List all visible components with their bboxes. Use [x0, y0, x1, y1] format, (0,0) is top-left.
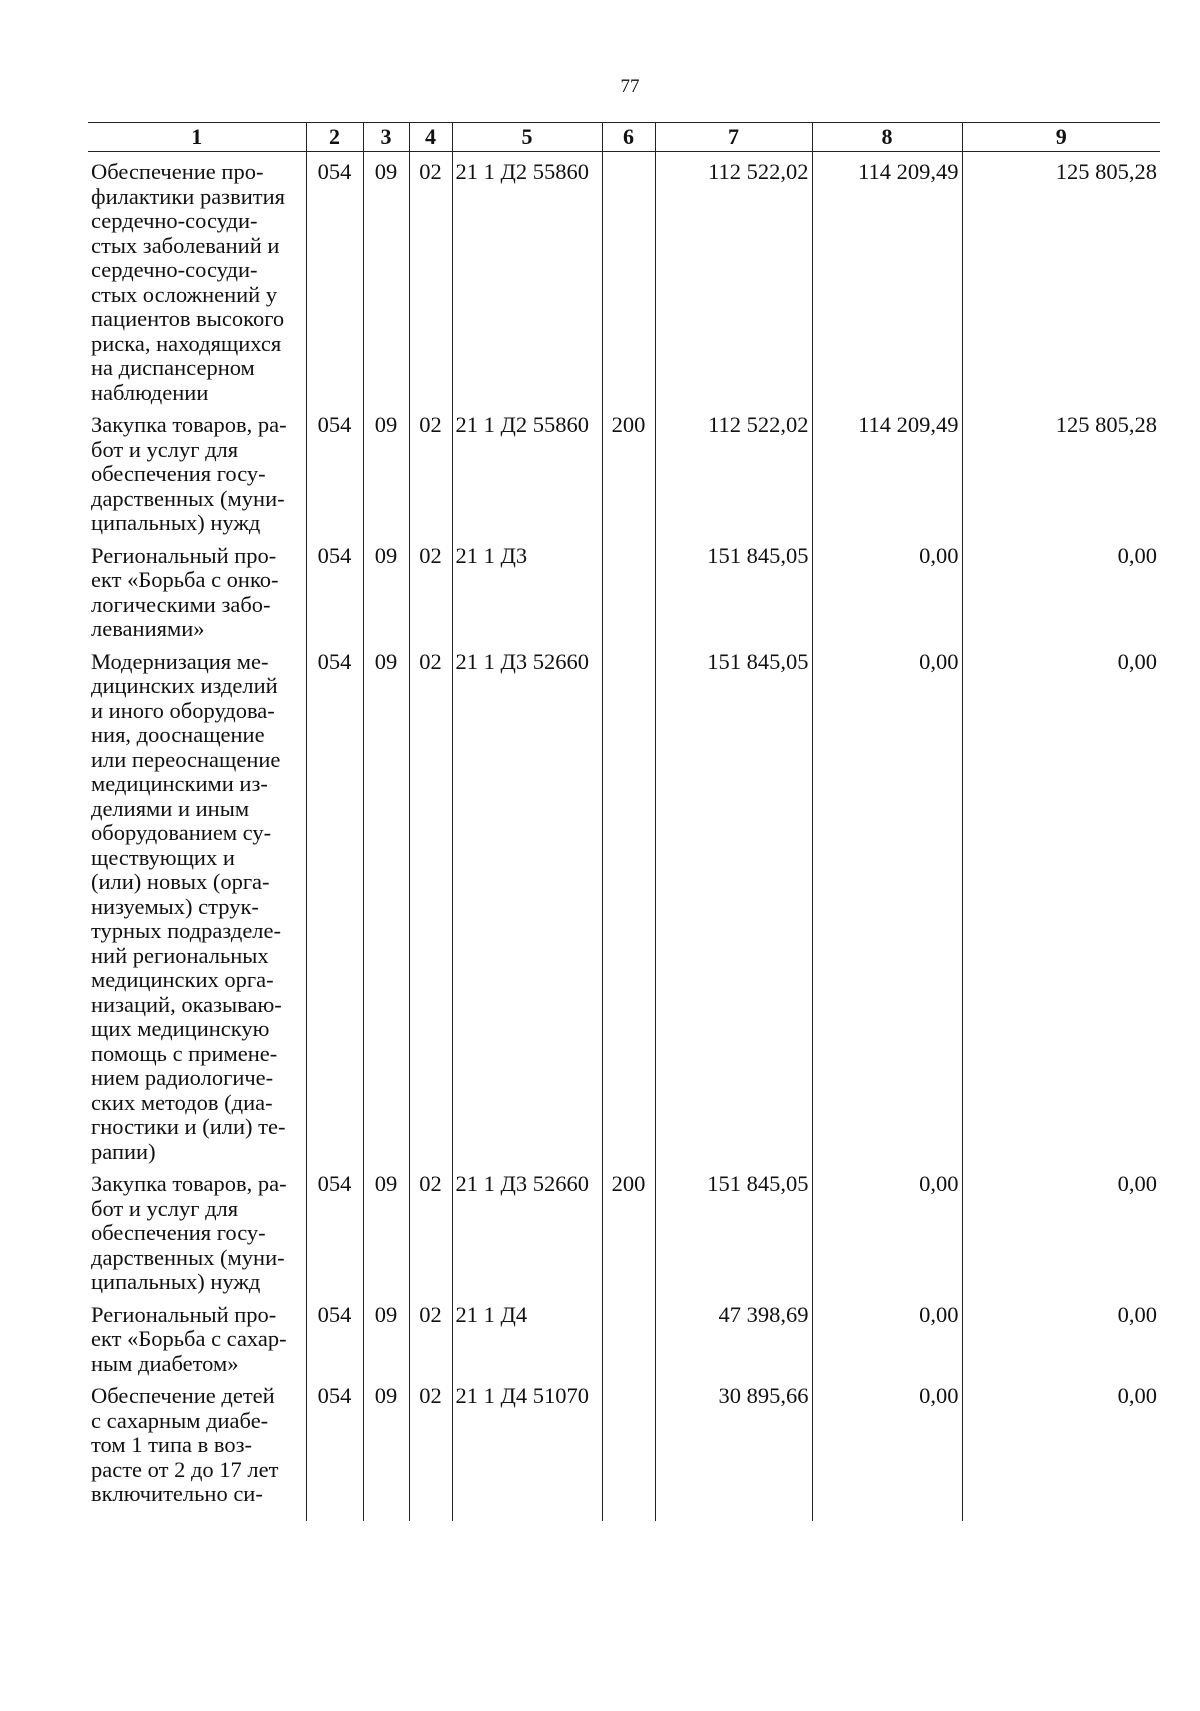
- cell-target-article: 21 1 Д2 55860: [452, 152, 602, 406]
- cell-target-article: 21 1 Д4 51070: [452, 1376, 602, 1521]
- description-line: обеспечения госу-: [91, 461, 266, 486]
- description-line: ния, дооснащение: [91, 722, 265, 747]
- description-line: Модернизация ме-: [91, 648, 269, 674]
- cell-expense-type: [602, 1295, 655, 1377]
- header-col-8: 8: [812, 123, 962, 152]
- cell-description: [88, 1295, 306, 1377]
- cell-subsection: 02: [409, 642, 452, 1165]
- table-row: [88, 1164, 1160, 1295]
- description-line: Региональный про-: [91, 1301, 277, 1327]
- cell-target-article: 21 1 Д2 55860: [452, 405, 602, 536]
- header-col-7: 7: [655, 123, 812, 152]
- table-body: [88, 152, 1160, 1521]
- cell-amount-year-3: 0,00: [962, 1376, 1160, 1521]
- description-line: бот и услуг для: [91, 1195, 239, 1221]
- cell-admin-code: 054: [306, 536, 363, 642]
- description-line: (или) новых (орга-: [91, 869, 270, 894]
- description-line: сердечно-сосуди-: [91, 208, 258, 233]
- cell-amount-year-3: 0,00: [962, 642, 1160, 1165]
- cell-amount-year-2: 0,00: [812, 536, 962, 642]
- header-col-5: 5: [452, 123, 602, 152]
- cell-amount-year-3: 0,00: [962, 536, 1160, 642]
- description-line: или переоснащение: [91, 746, 281, 772]
- cell-admin-code: 054: [306, 405, 363, 536]
- table-row: [88, 405, 1160, 536]
- description-line: низуемых) струк-: [91, 893, 259, 919]
- description-line: медицинскими из-: [91, 771, 268, 796]
- cell-target-article: 21 1 Д4: [452, 1295, 602, 1377]
- header-col-2: 2: [306, 123, 363, 152]
- cell-subsection: 02: [409, 1295, 452, 1377]
- cell-subsection: 02: [409, 536, 452, 642]
- description-line: делиями и иным: [91, 795, 250, 821]
- cell-subsection: 02: [409, 1376, 452, 1521]
- cell-amount-year-1: 112 522,02: [655, 152, 812, 406]
- description-line: риска, находящихся: [91, 330, 282, 356]
- cell-amount-year-2: 0,00: [812, 1376, 962, 1521]
- cell-amount-year-1: 47 398,69: [655, 1295, 812, 1377]
- cell-amount-year-1: 30 895,66: [655, 1376, 812, 1521]
- description-line: оборудованием су-: [91, 820, 272, 845]
- cell-admin-code: 054: [306, 1376, 363, 1521]
- description-line: Обеспечение про-: [91, 159, 264, 184]
- cell-amount-year-2: 0,00: [812, 642, 962, 1165]
- description-line: том 1 типа в воз-: [91, 1432, 252, 1457]
- cell-description: [88, 405, 306, 536]
- description-line: стых осложнений у: [91, 281, 278, 307]
- cell-subsection: 02: [409, 405, 452, 536]
- budget-table: [88, 122, 1160, 1521]
- table-row: [88, 1295, 1160, 1377]
- description-line: дарственных (муни-: [91, 1244, 285, 1270]
- cell-section: 09: [363, 1376, 409, 1521]
- description-line: рапии): [91, 1138, 156, 1164]
- cell-subsection: 02: [409, 152, 452, 406]
- cell-amount-year-3: 125 805,28: [962, 405, 1160, 536]
- table-row: [88, 642, 1160, 1165]
- description-line: филактики развития: [91, 183, 285, 209]
- cell-amount-year-1: 151 845,05: [655, 642, 812, 1165]
- description-line: Обеспечение детей: [91, 1383, 275, 1408]
- cell-description: [88, 536, 306, 642]
- cell-amount-year-2: 114 209,49: [812, 152, 962, 406]
- description-line: на диспансерном: [91, 355, 255, 380]
- header-col-4: 4: [409, 123, 452, 152]
- cell-amount-year-3: 125 805,28: [962, 152, 1160, 406]
- cell-section: 09: [363, 536, 409, 642]
- description-line: ект «Борьба с сахар-: [91, 1326, 287, 1351]
- cell-section: 09: [363, 1295, 409, 1377]
- table-row: [88, 152, 1160, 406]
- description-line: низаций, оказываю-: [91, 991, 282, 1017]
- description-line: с сахарным диабе-: [91, 1407, 269, 1433]
- cell-admin-code: 054: [306, 1295, 363, 1377]
- cell-amount-year-1: 112 522,02: [655, 405, 812, 536]
- cell-section: 09: [363, 152, 409, 406]
- cell-expense-type: [602, 536, 655, 642]
- description-line: наблюдении: [91, 379, 209, 405]
- cell-section: 09: [363, 642, 409, 1165]
- cell-description: [88, 152, 306, 406]
- cell-expense-type: 200: [602, 405, 655, 536]
- description-line: ципальных) нужд: [91, 1269, 261, 1294]
- description-line: ципальных) нужд: [91, 510, 261, 535]
- cell-section: 09: [363, 1164, 409, 1295]
- description-line: леваниями»: [91, 616, 205, 641]
- cell-target-article: 21 1 Д3 52660: [452, 1164, 602, 1295]
- cell-expense-type: [602, 1376, 655, 1521]
- cell-amount-year-1: 151 845,05: [655, 1164, 812, 1295]
- description-line: бот и услуг для: [91, 436, 239, 462]
- cell-amount-year-3: 0,00: [962, 1295, 1160, 1377]
- description-line: дарственных (муни-: [91, 485, 285, 511]
- description-line: сердечно-сосуди-: [91, 257, 258, 282]
- description-line: расте от 2 до 17 лет: [91, 1456, 279, 1482]
- cell-target-article: 21 1 Д3 52660: [452, 642, 602, 1165]
- description-line: логическими забо-: [91, 591, 271, 617]
- description-line: ний региональных: [91, 942, 269, 968]
- header-col-1: 1: [88, 123, 306, 152]
- description-line: ным диабетом»: [91, 1350, 239, 1376]
- cell-subsection: 02: [409, 1164, 452, 1295]
- header-col-9: 9: [962, 123, 1160, 152]
- table-row: [88, 536, 1160, 642]
- cell-expense-type: [602, 642, 655, 1165]
- cell-description: [88, 1164, 306, 1295]
- description-line: щих медицинскую: [91, 1016, 270, 1041]
- cell-target-article: 21 1 Д3: [452, 536, 602, 642]
- cell-amount-year-2: 114 209,49: [812, 405, 962, 536]
- description-line: ществующих и: [91, 844, 235, 870]
- description-line: пациентов высокого: [91, 306, 285, 331]
- description-line: стых заболеваний и: [91, 232, 280, 258]
- header-col-3: 3: [363, 123, 409, 152]
- header-col-6: 6: [602, 123, 655, 152]
- description-line: нием радиологиче-: [91, 1065, 274, 1090]
- cell-amount-year-3: 0,00: [962, 1164, 1160, 1295]
- description-line: ских методов (диа-: [91, 1089, 273, 1115]
- cell-admin-code: 054: [306, 152, 363, 406]
- cell-admin-code: 054: [306, 1164, 363, 1295]
- description-line: Закупка товаров, ра-: [91, 412, 287, 437]
- page-number: 77: [620, 76, 640, 97]
- description-line: Региональный про-: [91, 542, 277, 568]
- cell-amount-year-1: 151 845,05: [655, 536, 812, 642]
- table-row: [88, 1376, 1160, 1521]
- description-line: ект «Борьба с онко-: [91, 567, 279, 592]
- cell-expense-type: 200: [602, 1164, 655, 1295]
- cell-amount-year-2: 0,00: [812, 1295, 962, 1377]
- cell-expense-type: [602, 152, 655, 406]
- cell-admin-code: 054: [306, 642, 363, 1165]
- description-line: гностики и (или) те-: [91, 1114, 286, 1139]
- description-line: помощь с примене-: [91, 1040, 278, 1066]
- cell-description: [88, 1376, 306, 1521]
- description-line: включительно си-: [91, 1481, 263, 1506]
- description-line: и иного оборудова-: [91, 697, 275, 723]
- description-line: обеспечения госу-: [91, 1220, 266, 1245]
- cell-amount-year-2: 0,00: [812, 1164, 962, 1295]
- description-line: дицинских изделий: [91, 673, 278, 698]
- description-line: Закупка товаров, ра-: [91, 1171, 287, 1196]
- description-line: медицинских орга-: [91, 967, 274, 992]
- cell-section: 09: [363, 405, 409, 536]
- description-line: турных подразделе-: [91, 918, 282, 943]
- header-row: [88, 123, 1160, 152]
- cell-description: [88, 642, 306, 1165]
